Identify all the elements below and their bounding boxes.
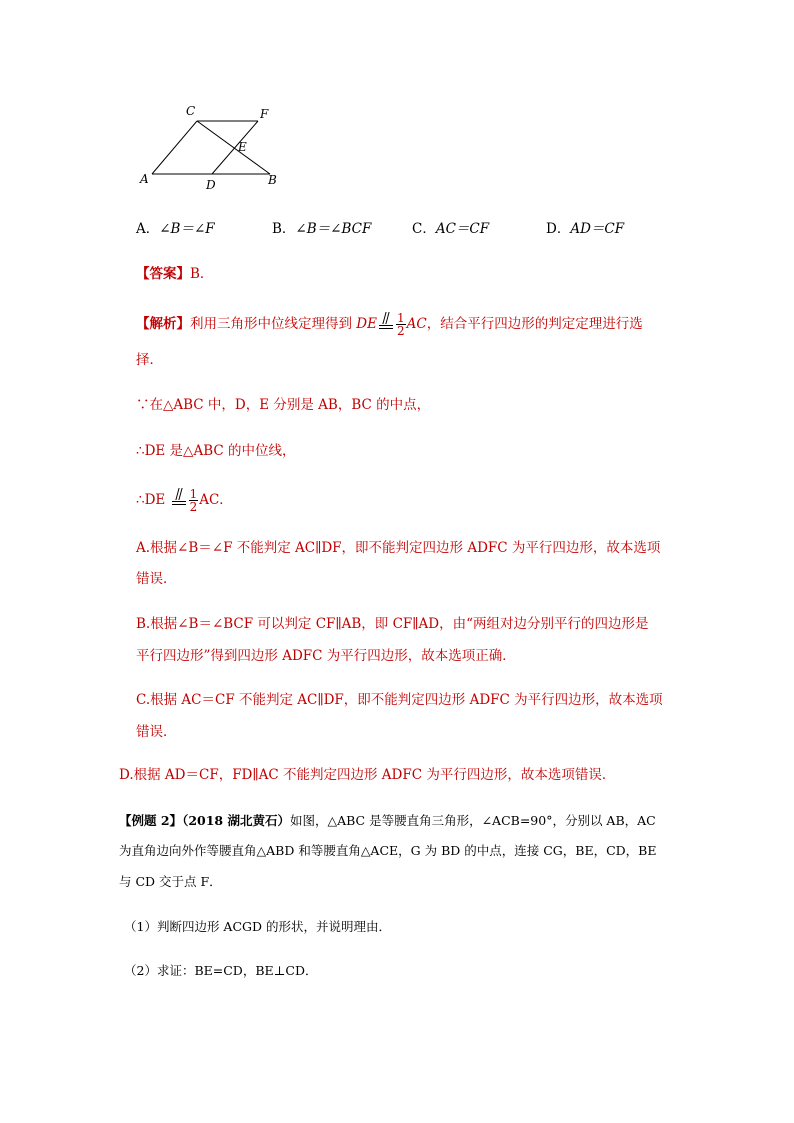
option-d-analysis: D.根据 AD＝CF，FD∥AC 不能判定四边形 ADFC 为平行四边形，故本选项错误． — [119, 767, 616, 783]
so-line-2: ∴DE $\frac{1}{2}$ AC． — [136, 487, 233, 514]
example2-question-2: （2）求证：BE=CD，BE⊥CD． — [124, 963, 318, 978]
option-b-analysis-2: 平行四边形”得到四边形 ADFC 为平行四边形，故本选项正确． — [136, 648, 516, 664]
label-d: D — [206, 178, 216, 192]
example2-line-3: 与 CD 交于点 F． — [119, 874, 222, 889]
option-c: C．AC＝CF — [412, 221, 490, 237]
analysis-intro-cont: 择． — [136, 352, 163, 368]
parallel-equal-symbol — [377, 312, 395, 332]
fraction-half: $\frac{1}{2}$ — [189, 487, 198, 514]
option-a: A．∠B＝∠F — [136, 221, 215, 237]
option-a-analysis-2: 错误． — [136, 571, 177, 587]
option-a-analysis-1: A.根据∠B＝∠F 不能判定 AC∥DF，即不能判定四边形 ADFC 为平行四边形，故本选项 — [136, 540, 661, 556]
example2-line-1: 【例题 2】（2018 湖北黄石）如图，△ABC 是等腰直角三角形，∠ACB=90°，分别以 AB，AC — [119, 813, 656, 828]
segment-cb — [197, 121, 270, 174]
fraction-half: $\frac{1}{2}$ — [396, 311, 405, 338]
example2-question-1: （1）判断四边形 ACGD 的形状，并说明理由． — [124, 919, 391, 934]
parallel-equal-symbol — [170, 488, 188, 508]
since-line: ∵在△ABC 中，D，E 分别是 AB，BC 的中点， — [136, 397, 431, 413]
option-d: D．AD＝CF — [546, 221, 625, 237]
segment-ac — [152, 121, 197, 174]
option-b: B．∠B＝∠BCF — [272, 221, 372, 237]
so-line-1: ∴DE 是△ABC 的中位线， — [136, 443, 296, 459]
analysis-intro: 【解析】利用三角形中位线定理得到 DE $\frac{1}{2}$ AC，结合平行四边形的判定定理进行选 — [136, 311, 643, 338]
option-c-analysis-2: 错误． — [136, 724, 177, 740]
parallelogram-figure — [130, 95, 290, 195]
label-a: A — [140, 172, 149, 186]
example2-line-2: 为直角边向外作等腰直角△ABD 和等腰直角△ACE，G 为 BD 的中点，连接 CG，BE，CD，BE — [119, 843, 657, 858]
option-c-analysis-1: C.根据 AC＝CF 不能判定 AC∥DF，即不能判定四边形 ADFC 为平行四边形，故本选项 — [136, 692, 663, 708]
label-e: E — [238, 140, 247, 154]
label-c: C — [186, 104, 196, 118]
label-f: F — [260, 107, 269, 121]
label-b: B — [268, 173, 277, 187]
segment-df — [212, 121, 258, 174]
answer: 【答案】B． — [136, 266, 214, 282]
option-b-analysis-1: B.根据∠B＝∠BCF 可以判定 CF∥AB，即 CF∥AD，由“两组对边分别平行的四边形是 — [136, 616, 649, 632]
